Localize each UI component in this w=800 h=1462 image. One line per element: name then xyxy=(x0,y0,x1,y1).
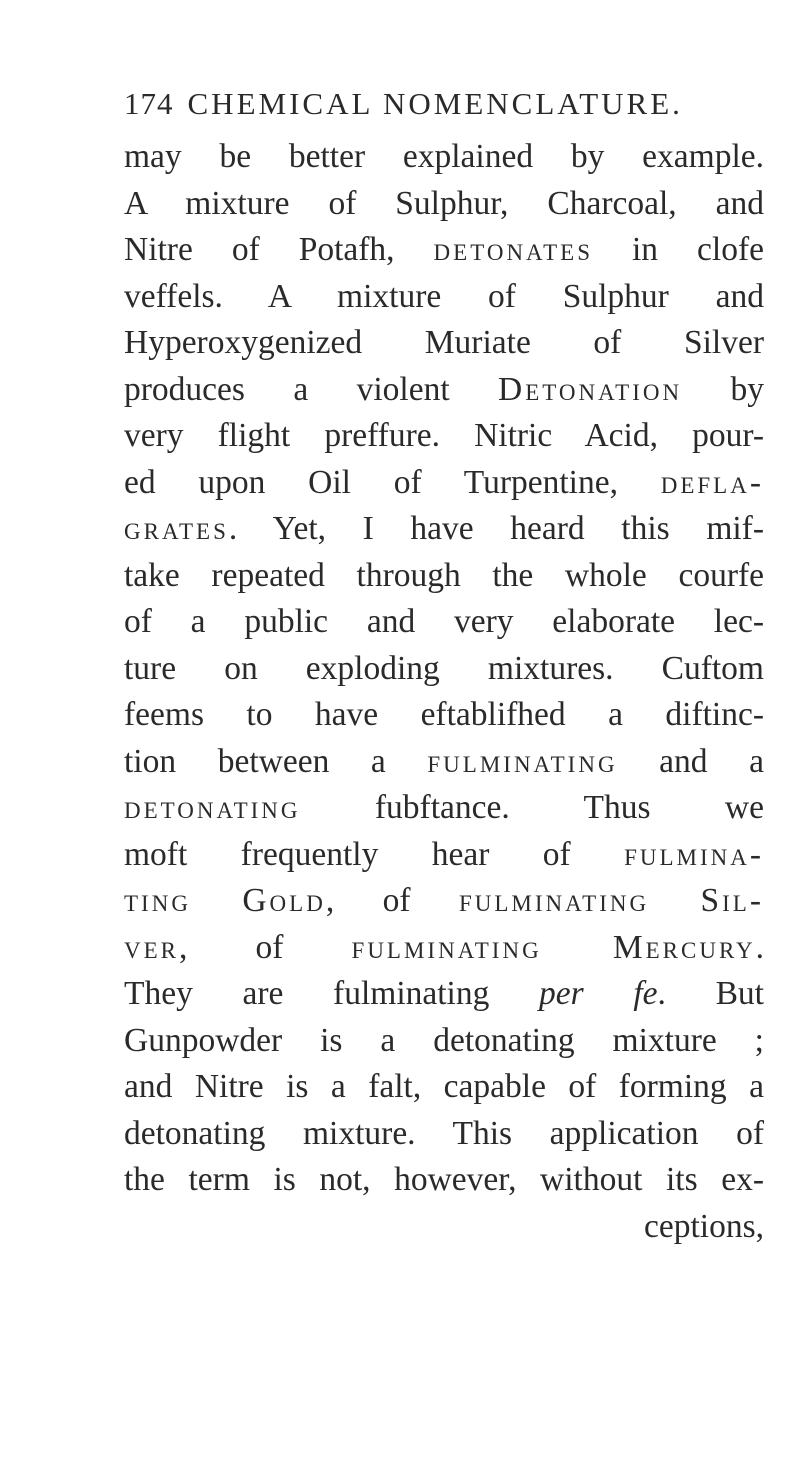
small-caps-term: fulmina- xyxy=(624,835,764,873)
text-line xyxy=(124,876,764,926)
text-segment: in clofe xyxy=(593,231,764,268)
text-segment: and Nitre is a falt, capable of forming a xyxy=(124,1068,764,1105)
text-segment: ceptions, xyxy=(643,1207,764,1245)
text-segment: feems to have eftablifhed a diftinc- xyxy=(124,696,764,733)
running-head-title: CHEMICAL NOMENCLATURE. xyxy=(187,86,683,121)
text-segment: the term is not, however, without its ex- xyxy=(124,1161,764,1198)
text-line xyxy=(124,923,764,973)
small-caps-term: fulminating Sil- xyxy=(458,882,765,919)
text-line xyxy=(124,318,764,368)
text-segment: , of xyxy=(179,928,352,966)
small-caps-term: detonating xyxy=(124,789,301,826)
text-segment: take repeated through the whole courfe xyxy=(124,556,764,594)
text-line xyxy=(124,690,764,740)
text-line xyxy=(124,783,764,833)
text-segment: tion between a xyxy=(124,742,428,780)
text-line xyxy=(124,1016,764,1066)
text-line xyxy=(124,1062,764,1112)
text-line xyxy=(124,551,764,601)
text-segment: veffels. A mixture of Sulphur and xyxy=(124,277,764,315)
text-line xyxy=(124,458,764,508)
text-segment: Hyperoxygenized Muriate of Silver xyxy=(124,324,764,361)
text-line xyxy=(124,597,764,647)
text-line xyxy=(124,969,764,1019)
text-line xyxy=(124,365,764,415)
small-caps-term: grates xyxy=(124,510,229,547)
text-segment: . Yet, I have heard this mif- xyxy=(228,510,764,547)
text-segment: A mixture of Sulphur, Charcoal, and xyxy=(124,184,764,222)
small-caps-term: ting Gold xyxy=(124,882,326,919)
text-segment: of a public and very elaborate lec- xyxy=(124,603,764,640)
text-line xyxy=(124,1202,764,1252)
italic-term: per fe xyxy=(539,975,658,1012)
text-segment: . But xyxy=(657,975,764,1012)
text-segment: , of xyxy=(325,882,459,919)
text-line xyxy=(124,737,764,787)
text-segment: and a xyxy=(617,742,764,780)
small-caps-term: defla- xyxy=(660,463,764,501)
text-segment: produces a violent xyxy=(124,370,499,408)
text-segment: Nitre of Potafh, xyxy=(124,231,434,268)
text-segment: ture on exploding mixtures. Cuftom xyxy=(124,649,764,687)
running-head xyxy=(124,84,764,124)
small-caps-term: ver xyxy=(124,928,179,966)
text-line xyxy=(124,830,764,880)
text-line xyxy=(124,1155,764,1205)
text-line xyxy=(124,225,764,275)
text-segment: may be better explained by example. xyxy=(124,138,764,175)
text-segment: moft frequently hear of xyxy=(124,835,625,873)
small-caps-term: fulminating xyxy=(427,742,618,780)
page-number: 174 xyxy=(124,86,174,121)
text-segment: They are fulminating xyxy=(124,975,540,1012)
text-segment: detonating mixture. This application of xyxy=(124,1114,764,1152)
text-segment: Gunpowder is a detonating mixture ; xyxy=(124,1021,764,1059)
text-line xyxy=(124,504,764,554)
text-segment: fubftance. Thus we xyxy=(300,789,764,826)
text-line xyxy=(124,1109,764,1159)
text-segment: by xyxy=(682,370,764,408)
text-segment: . xyxy=(755,928,764,966)
text-line xyxy=(124,644,764,694)
text-segment: very flight preffure. Nitric Acid, pour- xyxy=(124,417,764,454)
small-caps-term: detonates xyxy=(433,231,594,268)
text-line xyxy=(124,272,764,322)
small-caps-term: fulminating Mercury xyxy=(351,928,756,966)
text-segment: ed upon Oil of Turpentine, xyxy=(124,463,661,501)
small-caps-term: Detonation xyxy=(498,370,683,408)
text-line xyxy=(124,411,764,461)
text-line xyxy=(124,132,764,182)
text-line xyxy=(124,179,764,229)
